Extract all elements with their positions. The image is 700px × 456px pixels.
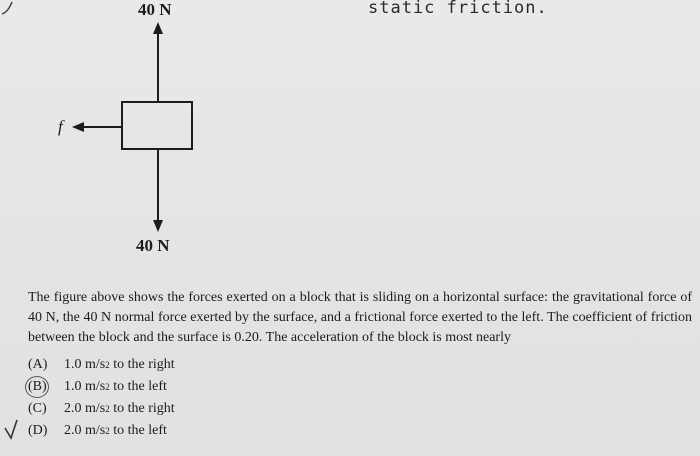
gravity-arrowhead — [153, 220, 163, 232]
circled-answer-mark — [25, 376, 49, 398]
choice-c-value: 2.0 m/s — [64, 401, 106, 416]
force-diagram — [0, 0, 360, 270]
choice-c — [28, 398, 175, 420]
choice-c-direction: to the right — [109, 401, 175, 416]
question-text: The figure above shows the forces exerted on a block that is sliding on a horizontal surface: the gravitational force of 40 N, the 40 N normal force exerted by the surface, and a frictional force exerted to the left. The coefficient of friction between the block and the surface is 0.20. The acceleration of the block is most nearly — [28, 290, 692, 345]
check-mark-icon — [3, 418, 23, 442]
choice-d-direction: to the left — [109, 423, 167, 438]
choice-a — [28, 354, 175, 376]
normal-force-arrowhead — [153, 22, 163, 34]
choice-d-exponent: 2 — [105, 426, 110, 436]
choice-a-direction: to the right — [109, 357, 175, 372]
choice-c-exponent: 2 — [105, 404, 110, 414]
friction-label: f — [58, 117, 63, 136]
choice-b-letter: (B) — [28, 379, 47, 394]
choice-d — [28, 420, 175, 442]
choice-b-value: 1.0 m/s — [64, 379, 106, 394]
choice-b — [28, 376, 175, 398]
gravity-force-label: 40 N — [136, 236, 170, 255]
choice-d-letter: (D) — [28, 423, 48, 438]
force-diagram-svg — [0, 0, 360, 270]
friction-arrowhead — [72, 122, 84, 132]
choice-b-exponent: 2 — [105, 382, 110, 392]
choice-d-value: 2.0 m/s — [64, 423, 106, 438]
choice-c-letter: (C) — [28, 401, 47, 416]
choice-a-letter: (A) — [28, 357, 48, 372]
choice-a-value: 1.0 m/s — [64, 357, 106, 372]
handwritten-note: static friction. — [368, 0, 548, 18]
answer-choices — [28, 354, 175, 442]
choice-a-exponent: 2 — [105, 360, 110, 370]
block — [122, 102, 192, 149]
choice-b-direction: to the left — [109, 379, 167, 394]
normal-force-label: 40 N — [138, 0, 172, 19]
